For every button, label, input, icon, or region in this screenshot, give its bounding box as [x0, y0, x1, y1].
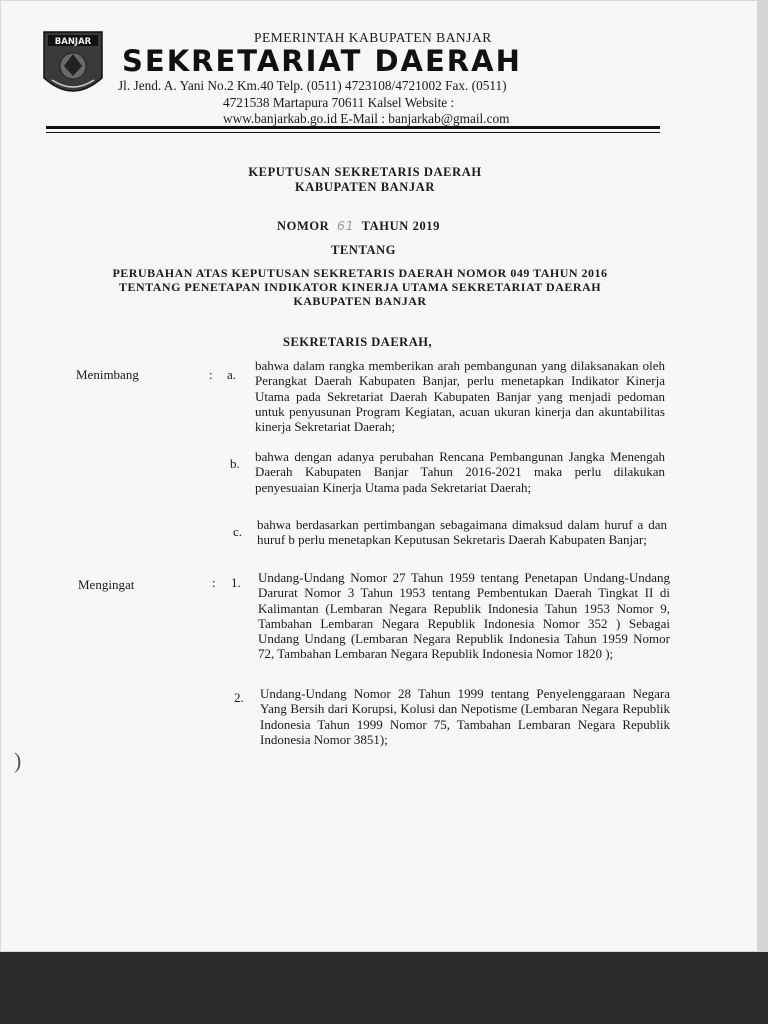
menimbang-c-text: bahwa berdasarkan pertimbangan sebagaimana dimaksud dalam huruf a dan huruf b perlu menetapkan Keputusan Sekretaris Daerah Kabupaten Banjar;: [257, 517, 667, 548]
mengingat-1-text: Undang-Undang Nomor 27 Tahun 1959 tentang Penetapan Undang-Undang Darurat Nomor 3 Tahun 1953 tentang Pembentukan Daerah Tingkat II di Kalimantan (Lembaran Negara Republik Indonesia Tahun 1953 Nomor 9, Tambahan Lembaran Negara Republik Indonesia Nomor 352 ) Sebagai Undang Undang (Lembaran Negara Republik Indonesia Tahun 1959 Nomor 72, Tambahan Lembaran Negara Republik Indonesia Nomor 1820 );: [258, 570, 670, 662]
menimbang-b-text: bahwa dengan adanya perubahan Rencana Pembangunan Jangka Menengah Daerah Kabupaten Banjar Tahun 2016-2021 maka perlu dilakukan penyesuaian Kinerja Utama pada Sekretariat Daerah;: [255, 449, 665, 495]
tahun-label: TAHUN 2019: [361, 219, 440, 233]
banjar-coat-of-arms-icon: [42, 30, 104, 102]
nomor-label: NOMOR: [277, 219, 330, 233]
decree-title-2: KABUPATEN BANJAR: [294, 180, 436, 194]
decree-number: [277, 218, 440, 234]
header-rule-thick: [46, 126, 660, 129]
menimbang-label: Menimbang: [76, 367, 139, 382]
menimbang-b-mark: b.: [230, 456, 240, 471]
scan-edge-right: [758, 0, 768, 952]
address-block: [118, 78, 638, 128]
menimbang-a-text: bahwa dalam rangka memberikan arah pembangunan yang dilaksanakan oleh Perangkat Daerah Kabupaten Banjar, perlu menetapkan Indikator Kinerja Utama pada Sekretariat Daerah Kabupaten Banjar yang menjadi pedoman untuk penyusunan Program Kegiatan, acuan ukuran kinerja dan akuntabilitas kinerja Sekretariat Daerah;: [255, 358, 665, 435]
scan-background: [0, 952, 768, 1024]
address-line-2: 4721538 Martapura 70611 Kalsel Website :: [223, 94, 455, 110]
subject-line-1: PERUBAHAN ATAS KEPUTUSAN SEKRETARIS DAERAH NOMOR 049 TAHUN 2016: [112, 266, 608, 280]
header-rule-thin: [46, 132, 660, 133]
address-line-1: Jl. Jend. A. Yani No.2 Km.40 Telp. (0511) 4723108/4721002 Fax. (0511): [118, 78, 507, 93]
subject-line-3: KABUPATEN BANJAR: [293, 294, 427, 308]
handwritten-number: 61: [337, 218, 355, 233]
government-name: PEMERINTAH KABUPATEN BANJAR: [254, 30, 492, 45]
office-title: SEKRETARIAT DAERAH: [122, 44, 522, 78]
menimbang-a-mark: a.: [227, 367, 237, 382]
mengingat-label: Mengingat: [78, 577, 135, 592]
issuer-heading: SEKRETARIS DAERAH,: [283, 335, 433, 349]
address-line-3: www.banjarkab.go.id E-Mail : banjarkab@gmail.com: [223, 111, 510, 126]
decree-subject: [60, 266, 660, 308]
logo-text: BANJAR: [54, 37, 92, 47]
mengingat-2-text: Undang-Undang Nomor 28 Tahun 1999 tentang Penyelenggaraan Negara Yang Bersih dari Korupsi, Kolusi dan Nepotisme (Lembaran Negara Republik Indonesia Tahun 1999 Nomor 75, Tambahan Lembaran Negara Republik Indonesia Nomor 3851);: [260, 686, 670, 747]
mengingat-2-mark: 2.: [234, 690, 244, 705]
menimbang-colon: :: [209, 367, 213, 382]
decree-title-1: KEPUTUSAN SEKRETARIS DAERAH: [248, 165, 482, 179]
mengingat-colon: :: [212, 575, 216, 590]
mengingat-1-mark: 1.: [231, 575, 241, 590]
menimbang-c-mark: c.: [233, 524, 243, 539]
subject-line-2: TENTANG PENETAPAN INDIKATOR KINERJA UTAMA SEKRETARIAT DAERAH: [118, 280, 602, 294]
pen-mark: ): [14, 748, 22, 773]
tentang-heading: TENTANG: [331, 243, 397, 257]
